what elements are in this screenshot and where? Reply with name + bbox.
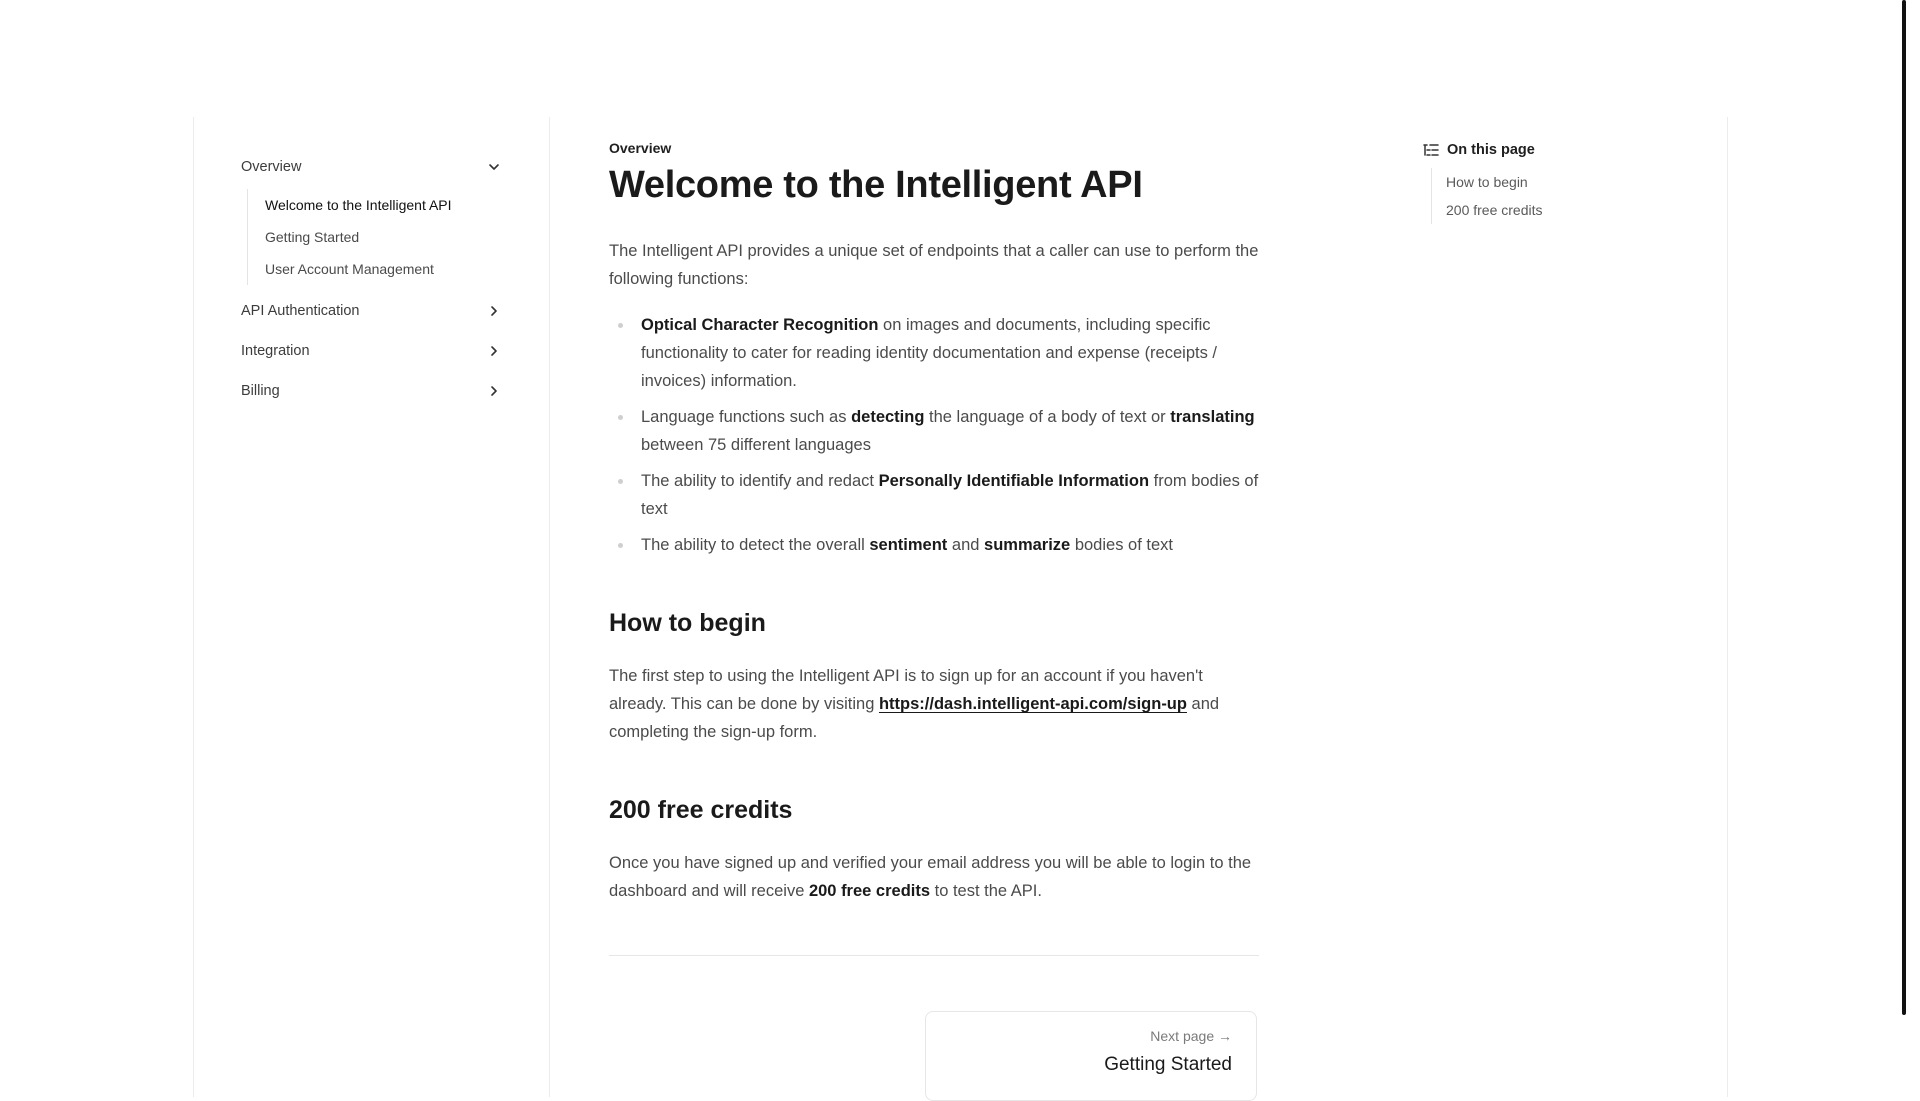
- sidebar-group-integration: [241, 341, 501, 361]
- toc-list: [1431, 168, 1663, 224]
- sidebar-group-billing: [241, 381, 501, 401]
- list-item: The ability to detect the overall sentiment and summarize bodies of text: [609, 531, 1259, 559]
- next-page-title: Getting Started: [1104, 1054, 1232, 1075]
- sidebar-item-label: Overview: [241, 159, 302, 175]
- on-this-page: [1423, 140, 1663, 224]
- section-eyebrow: Overview: [609, 140, 672, 156]
- chevron-down-icon: [487, 160, 501, 174]
- scrollbar[interactable]: [1902, 0, 1906, 1015]
- heading-free-credits: 200 free credits: [609, 796, 793, 824]
- chevron-right-icon: [487, 344, 501, 358]
- list-icon: [1423, 143, 1439, 157]
- toc-item-how-to-begin[interactable]: How to begin: [1446, 174, 1528, 190]
- next-page-label: Next page →: [1150, 1028, 1232, 1044]
- list-item: Optical Character Recognition on images and documents, including specific functionality to cater for reading identity documentation and expense (receipts / invoices) information.: [609, 311, 1259, 395]
- sidebar: [193, 117, 550, 1097]
- sidebar-sublist-overview: [247, 189, 501, 285]
- sign-up-link[interactable]: https://dash.intelligent-api.com/sign-up: [878, 695, 1187, 713]
- chevron-right-icon: [487, 384, 501, 398]
- intro-paragraph: The Intelligent API provides a unique set of endpoints that a caller can use to perform the following functions:: [609, 242, 1259, 288]
- sidebar-item-getting-started[interactable]: Getting Started: [265, 229, 360, 245]
- sidebar-item-api-authentication[interactable]: [241, 301, 501, 321]
- sidebar-item-label: API Authentication: [241, 303, 360, 319]
- divider: [609, 955, 1259, 956]
- feature-list: [609, 311, 1259, 559]
- sidebar-group-api-authentication: [241, 301, 501, 321]
- list-item: The ability to identify and redact Personally Identifiable Information from bodies of text: [609, 467, 1259, 523]
- credits-paragraph: Once you have signed up and verified your email address you will be able to login to the dashboard and will receive 200 free credits to test the API.: [609, 854, 1252, 900]
- sidebar-item-integration[interactable]: [241, 341, 501, 361]
- sidebar-item-label: Integration: [241, 343, 310, 359]
- main-content: [609, 140, 1259, 1075]
- chevron-right-icon: [487, 304, 501, 318]
- list-item: Language functions such as detecting the language of a body of text or translating between 75 different languages: [609, 403, 1259, 459]
- sidebar-item-billing[interactable]: [241, 381, 501, 401]
- sidebar-item-welcome[interactable]: Welcome to the Intelligent API: [265, 197, 452, 213]
- how-paragraph: The first step to using the Intelligent API is to sign up for an account if you haven't already. This can be done by visiting https://dash.intelligent-api.com/sign-up and completing the sign-up form.: [609, 667, 1220, 741]
- page-title: Welcome to the Intelligent API: [609, 164, 1143, 206]
- sidebar-item-user-account-management[interactable]: User Account Management: [265, 261, 434, 277]
- sidebar-item-label: Billing: [241, 383, 280, 399]
- next-page-card[interactable]: [925, 1011, 1257, 1101]
- sidebar-item-overview[interactable]: [241, 157, 501, 177]
- heading-how-to-begin: How to begin: [609, 609, 766, 637]
- toc-item-free-credits[interactable]: 200 free credits: [1446, 202, 1543, 218]
- sidebar-group-overview: [241, 157, 501, 285]
- toc-heading: On this page: [1423, 140, 1663, 160]
